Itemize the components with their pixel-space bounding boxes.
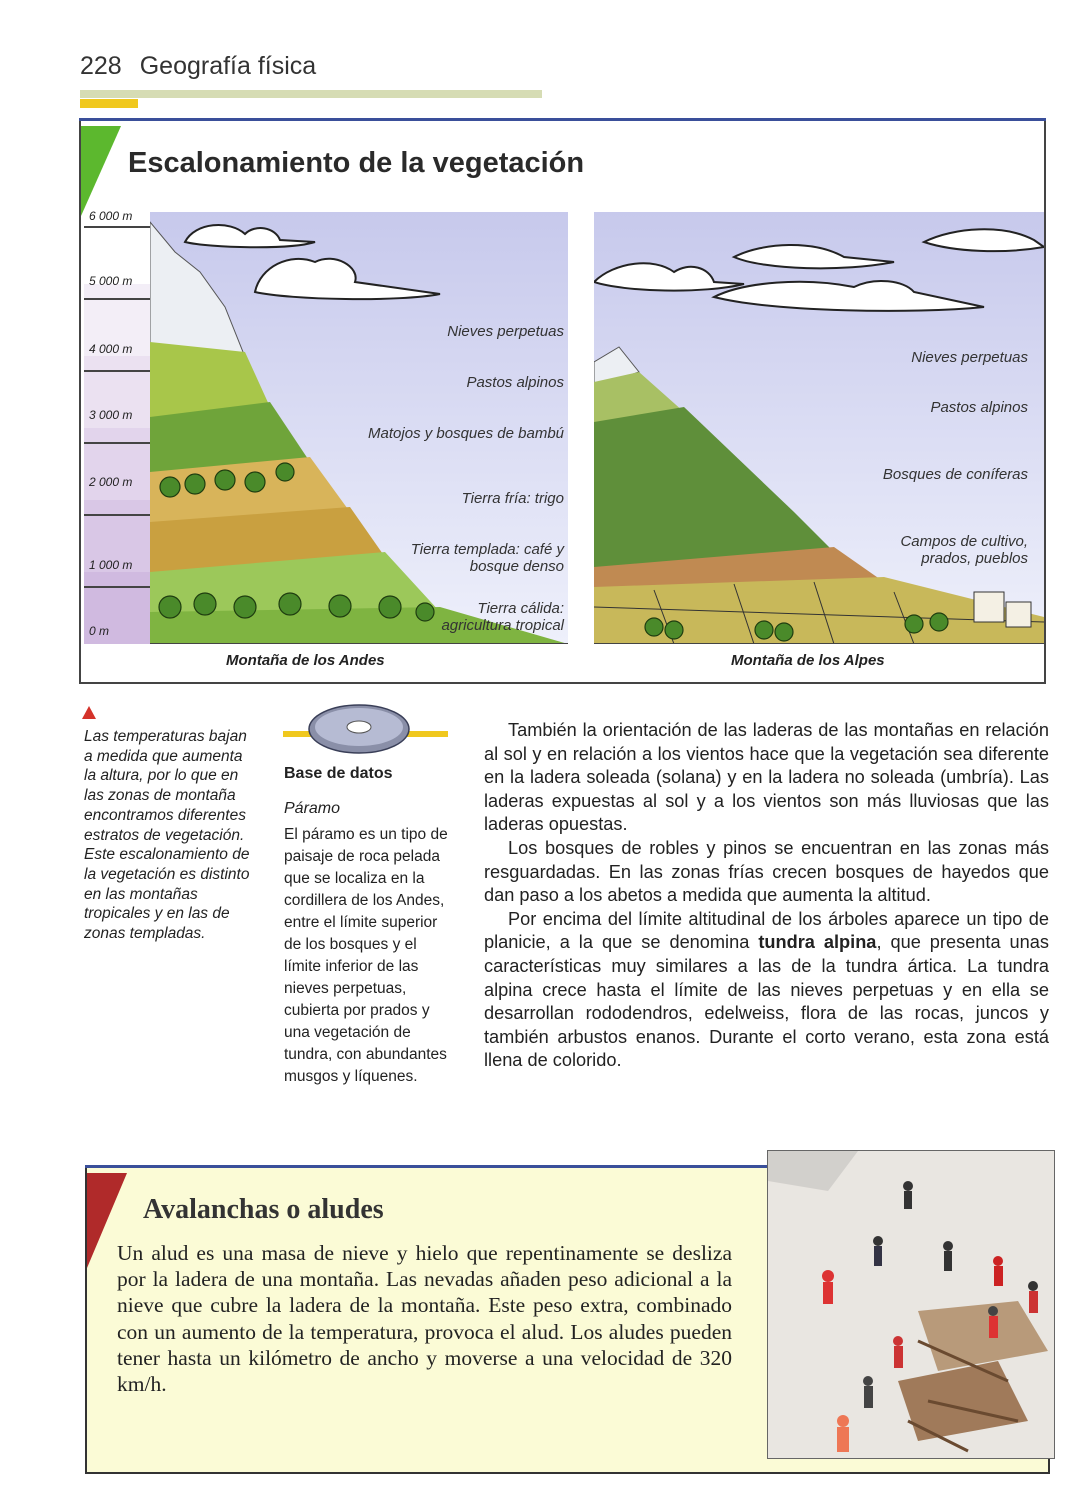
- alps-label: Pastos alpinos: [930, 399, 1028, 416]
- alps-label: Bosques de coníferas: [882, 466, 1028, 483]
- scale-label: 6 000 m: [89, 209, 133, 223]
- green-triangle-icon: [81, 126, 121, 216]
- database-subtitle: Páramo: [284, 800, 341, 817]
- header-rule: [80, 90, 542, 98]
- red-triangle-icon: [82, 706, 96, 719]
- figure-title: Escalonamiento de la vegetación: [128, 147, 585, 179]
- paragraph: [484, 908, 1049, 1073]
- avalanche-text: Un alud es una masa de nieve y hielo que repentinamente se desliza por la ladera de una montaña. Las nevadas añaden peso adicional a la nieve que cubre la ladera de la montaña. Este peso extra, combinado con un aumento de la temperatura, provoca el alud. Los aludes pueden tener hasta un kilómetro de ancho y moverse a una velocidad de 320 km/h.: [117, 1241, 732, 1397]
- cd-disc-icon: [283, 698, 448, 758]
- avalanche-rescue-photo: [767, 1150, 1055, 1459]
- alps-illustration: [594, 212, 1044, 644]
- scale-label: 3 000 m: [89, 408, 133, 422]
- altitude-scale: [84, 209, 150, 644]
- andes-label: Pastos alpinos: [466, 374, 564, 391]
- page-number: 228: [80, 52, 122, 80]
- scale-label: 5 000 m: [89, 274, 133, 288]
- scale-label: 0 m: [89, 624, 110, 638]
- andes-label: Tierra fría: trigo: [461, 490, 564, 507]
- scale-label: 4 000 m: [89, 342, 133, 356]
- header-accent: [80, 99, 138, 108]
- andes-label: Nieves perpetuas: [447, 323, 564, 340]
- paragraph-text: , que presenta unas características muy similares a las de la tundra ártica. La tundra alpina crece hasta el límite de las nieves perpetuas y en ella se desarrollan rododendros, edelweiss, flora de las rocas, juncos y también arbustos enanos. Durante el corto verano, esta zona está llena de colorido.: [484, 932, 1049, 1071]
- page-header: [80, 52, 316, 81]
- section-title: Geografía física: [139, 52, 317, 80]
- scale-label: 1 000 m: [89, 558, 133, 572]
- andes-label: agricultura tropical: [441, 617, 564, 634]
- term-tundra-alpina: tundra alpina: [758, 932, 877, 953]
- paragraph-text: Por encima del límite altitudinal de los árboles aparece un tipo de planicie, a la que se denomina: [484, 908, 1049, 953]
- paragraph: Los bosques de robles y pinos se encuentran en las zonas más resguardadas. En las zonas frías crecen bosques de hayedos que dan paso a los abetos a medida que aumenta la altitud.: [484, 837, 1049, 906]
- paragraph: También la orientación de las laderas de las montañas en relación al sol y en relación a los vientos hace que la vegetación sea diferente en la ladera soleada (solana) y en la ladera no soleada (umbría). Las laderas expuestas al sol y a los vientos son más lluviosas que las laderas opuestas.: [484, 720, 1049, 835]
- database-title: Base de datos: [284, 765, 393, 782]
- andes-label: Matojos y bosques de bambú: [368, 425, 564, 442]
- alps-label: prados, pueblos: [921, 550, 1028, 567]
- andes-label: bosque denso: [469, 558, 564, 575]
- scale-label: 2 000 m: [89, 475, 133, 489]
- figure-side-caption: Las temperaturas bajan a medida que aumenta la altura, por lo que en las zonas de montaña encontramos diferentes estratos de vegetación. Este escalonamiento de la vegetación es distinto en las montañas tropicales y en las de zonas templadas.: [84, 728, 250, 943]
- alps-caption: Montaña de los Alpes: [731, 652, 885, 669]
- alps-label: Campos de cultivo,: [900, 533, 1028, 550]
- andes-label: Tierra templada: café y: [410, 541, 564, 558]
- andes-label: Tierra cálida:: [477, 600, 564, 617]
- andes-caption: Montaña de los Andes: [226, 652, 385, 669]
- alps-label: Nieves perpetuas: [911, 349, 1028, 366]
- main-text: [484, 719, 1049, 1073]
- database-body: El páramo es un tipo de paisaje de roca pelada que se localiza en la cordillera de los Andes, entre el límite superior de los bosques y el límite inferior de las nieves perpetuas, cubierta por prados y una vegetación de tundra, con abundantes musgos y líquenes.: [284, 826, 448, 1085]
- avalanche-title: Avalanchas o aludes: [143, 1194, 384, 1225]
